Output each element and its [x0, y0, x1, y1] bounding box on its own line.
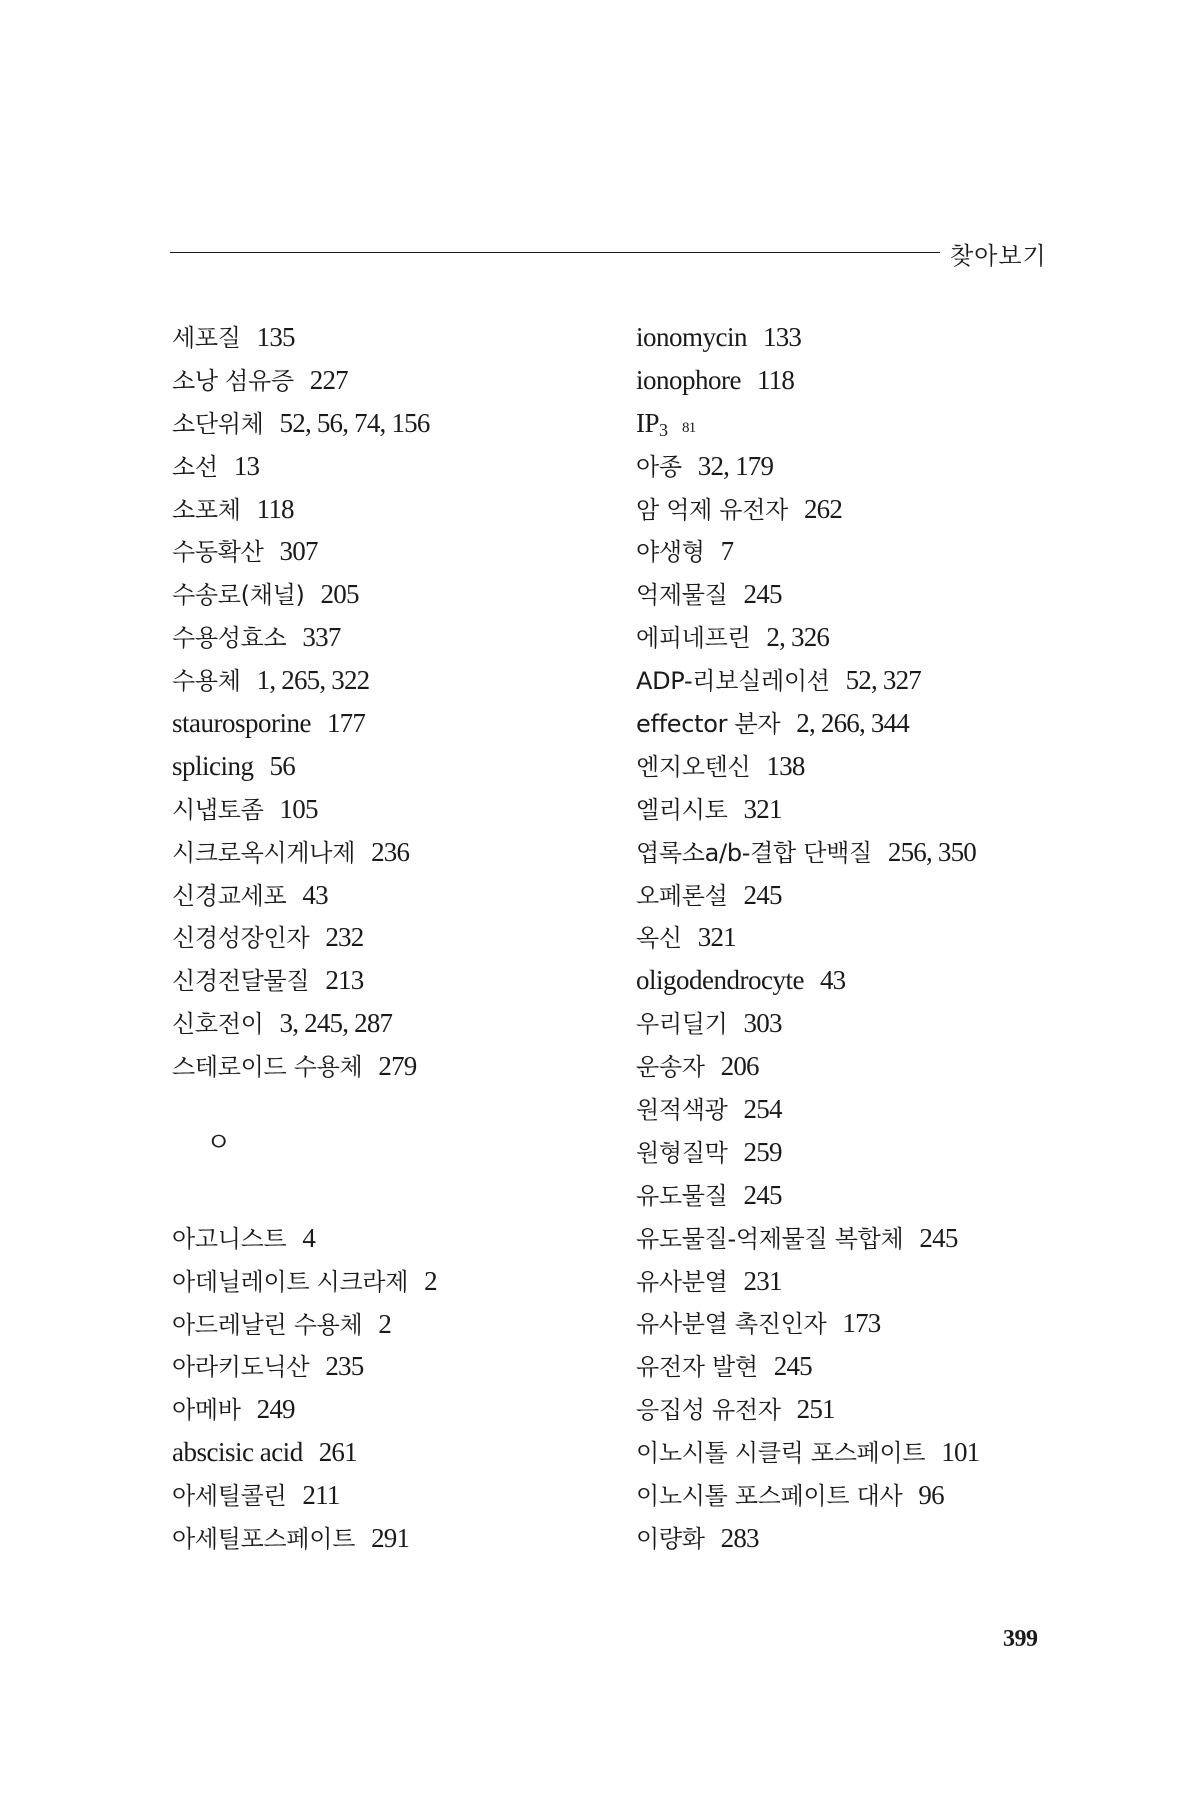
index-page-refs: 177: [326, 708, 366, 739]
index-term: 이노시톨 시클릭 포스페이트: [636, 1439, 926, 1468]
index-entry: [636, 573, 1056, 616]
index-page-refs: 206: [720, 1051, 759, 1082]
index-term: 소낭 섬유증: [172, 366, 294, 395]
index-term: 소포체: [172, 495, 241, 524]
index-page-refs: 52, 56, 74, 156: [279, 407, 430, 438]
index-page-refs: 105: [279, 793, 318, 824]
index-group-right: [636, 316, 1056, 1560]
index-column-right: [636, 316, 1056, 1560]
index-page-refs: 118: [256, 493, 294, 524]
index-term: 수용체: [172, 667, 241, 696]
index-entry: [172, 1260, 612, 1303]
index-page-refs: 173: [842, 1308, 881, 1339]
index-entry: [636, 1088, 1056, 1131]
index-term: oligodendrocyte: [636, 965, 804, 996]
index-entry: [636, 1302, 1056, 1345]
index-term: 유도물질-억제물질 복합체: [636, 1224, 904, 1253]
index-term: 신경성장인자: [172, 924, 310, 953]
index-page-refs: 56: [269, 750, 295, 781]
index-entry: [636, 616, 1056, 659]
index-entry: [636, 959, 1056, 1002]
index-entry: [636, 1260, 1056, 1303]
index-page-refs: 291: [371, 1522, 410, 1553]
index-page-refs: 261: [318, 1437, 357, 1468]
index-page-refs: 43: [302, 879, 328, 910]
index-term: 신경전달물질: [172, 967, 310, 996]
index-term: 유사분열: [636, 1267, 728, 1296]
index-term: 신호전이: [172, 1010, 264, 1039]
section-letter: ㅇ: [206, 1128, 232, 1159]
index-page-refs: 7: [720, 536, 734, 567]
index-entry: [172, 573, 612, 616]
index-section-divider: [172, 1088, 612, 1217]
index-entry: [172, 916, 612, 959]
index-page-refs: 4: [302, 1222, 316, 1253]
index-entry: [636, 788, 1056, 831]
index-entry: [636, 1002, 1056, 1045]
index-term: 시크로옥시게나제: [172, 838, 356, 867]
index-page-refs: 321: [743, 793, 782, 824]
index-entry: [636, 1217, 1056, 1260]
index-entry: [172, 831, 612, 874]
index-page-refs: 52, 327: [845, 665, 922, 696]
index-term: 원적색광: [636, 1096, 728, 1125]
index-term: 소선: [172, 452, 218, 481]
index-entry: [636, 874, 1056, 917]
index-page-refs: 245: [773, 1351, 812, 1382]
index-page-refs: 3, 245, 287: [279, 1008, 393, 1039]
index-term: 소단위체: [172, 409, 264, 438]
index-page-refs: 118: [756, 364, 795, 395]
index-term: effector 분자: [636, 710, 781, 739]
index-column-left: [172, 316, 612, 1560]
index-page-refs: 303: [743, 1008, 782, 1039]
index-page-refs: 245: [743, 1179, 782, 1210]
index-page-refs: 135: [256, 322, 295, 352]
index-page-refs: 213: [325, 965, 364, 996]
index-entry: [172, 1217, 612, 1260]
index-page-refs: 254: [743, 1094, 782, 1125]
index-page-refs: 32, 179: [697, 450, 774, 481]
index-term: abscisic acid: [172, 1437, 303, 1468]
index-term: 야생형: [636, 538, 705, 567]
index-term: 옥신: [636, 924, 682, 953]
index-entry: [636, 831, 1056, 874]
index-term: 아세틸콜린: [172, 1482, 287, 1511]
index-term: 응집성 유전자: [636, 1396, 781, 1425]
index-entry: [636, 1131, 1056, 1174]
index-term: 엽록소a/b-결합 단백질: [636, 838, 872, 867]
index-entry: [172, 445, 612, 488]
index-term: 수용성효소: [172, 624, 287, 653]
index-page-refs: 1, 265, 322: [256, 665, 370, 696]
index-term: 엔지오텐신: [636, 752, 751, 781]
index-page-refs: 245: [743, 579, 782, 610]
index-page-refs: 235: [325, 1351, 364, 1382]
index-entry: [172, 1517, 612, 1560]
index-entry: [172, 402, 612, 445]
index-term: 유전자 발현: [636, 1353, 758, 1382]
index-entry: [172, 1474, 612, 1517]
index-page-refs: 251: [796, 1394, 835, 1425]
index-page-refs: 262: [803, 493, 843, 524]
index-group-left-bottom: [172, 1217, 612, 1560]
index-entry: [636, 530, 1056, 573]
index-term: 아고니스트: [172, 1224, 287, 1253]
index-entry: [636, 1388, 1056, 1431]
index-term: 운송자: [636, 1053, 705, 1082]
index-term: 아종: [636, 452, 682, 481]
index-entry: [172, 316, 612, 359]
index-term: 유사분열 촉진인자: [636, 1310, 827, 1339]
index-entry: [636, 916, 1056, 959]
index-page-refs: 2, 266, 344: [796, 708, 909, 739]
index-term: 원형질막: [636, 1138, 728, 1167]
index-entry: [636, 1045, 1056, 1088]
index-entry: [636, 659, 1056, 702]
index-entry: [172, 788, 612, 831]
index-entry: [636, 316, 1056, 359]
index-entry: [636, 1345, 1056, 1388]
index-entry: [636, 445, 1056, 488]
index-entry: [172, 616, 612, 659]
index-term: 수동확산: [172, 538, 264, 567]
index-term: 아드레날린 수용체: [172, 1310, 363, 1339]
index-term: 이노시톨 포스페이트 대사: [636, 1482, 903, 1511]
running-header-title: 찾아보기: [950, 242, 1047, 270]
index-page-refs: 101: [941, 1437, 980, 1468]
index-entry: [636, 1174, 1056, 1217]
index-term: 아라키도닉산: [172, 1353, 310, 1382]
index-term: 암 억제 유전자: [636, 495, 788, 524]
index-entry: [172, 1045, 612, 1088]
index-page-refs: 2: [424, 1265, 437, 1296]
index-entry: [636, 745, 1056, 788]
index-entry: [636, 359, 1056, 402]
index-page-refs: 231: [743, 1265, 782, 1296]
index-group-left-top: [172, 316, 612, 1088]
index-entry: [172, 1303, 612, 1346]
index-entry: [636, 488, 1056, 531]
index-page-refs: 81: [682, 419, 696, 436]
index-page-refs: 256, 350: [887, 836, 976, 867]
index-term: 스테로이드 수용체: [172, 1053, 363, 1082]
index-entry: [636, 1431, 1056, 1474]
index-page-refs: 236: [371, 836, 410, 867]
header-rule: [170, 252, 940, 253]
index-page-refs: 259: [743, 1136, 782, 1167]
index-term: 신경교세포: [172, 881, 287, 910]
index-term: IP: [636, 407, 660, 438]
index-entry: [172, 488, 612, 531]
index-entry: [172, 1388, 612, 1431]
index-entry: [172, 702, 612, 745]
index-term: 오페론설: [636, 881, 728, 910]
index-page-refs: 133: [763, 322, 802, 352]
index-term: 우리딜기: [636, 1010, 728, 1039]
index-page-refs: 205: [320, 579, 359, 610]
index-term: 엘리시토: [636, 795, 728, 824]
index-page-refs: 245: [919, 1222, 958, 1253]
index-term: 수송로(채널): [172, 581, 305, 610]
index-entry: [636, 1474, 1056, 1517]
index-term: 아메바: [172, 1396, 241, 1425]
index-page-refs: 96: [918, 1480, 944, 1511]
index-page-refs: 43: [819, 965, 846, 996]
index-term-subscript: 3: [659, 419, 669, 440]
index-term: ADP-리보실레이션: [636, 667, 830, 696]
index-page-refs: 211: [302, 1480, 340, 1511]
index-page-refs: 2: [378, 1308, 392, 1339]
index-page-refs: 232: [325, 922, 364, 953]
index-entry: [172, 1431, 612, 1474]
index-page-refs: 2, 326: [766, 622, 830, 653]
index-term: 아데닐레이트 시크라제: [172, 1267, 409, 1296]
index-page-refs: 245: [743, 879, 782, 910]
index-page-refs: 337: [302, 622, 341, 653]
index-entry: [172, 874, 612, 917]
index-page-refs: 249: [256, 1394, 295, 1425]
index-entry: [636, 702, 1056, 745]
index-entry: [172, 659, 612, 702]
index-page-refs: 138: [766, 750, 805, 781]
page-number: 399: [1003, 1626, 1038, 1652]
index-page-refs: 13: [233, 450, 260, 481]
index-entry: [172, 959, 612, 1002]
index-term: splicing: [172, 750, 254, 781]
index-term: staurosporine: [172, 708, 311, 739]
index-term: 이량화: [636, 1524, 705, 1553]
index-term: ionophore: [636, 364, 741, 395]
index-term: 억제물질: [636, 581, 728, 610]
index-page-refs: 321: [697, 922, 736, 953]
index-entry: [172, 1002, 612, 1045]
index-entry: [172, 530, 612, 573]
index-page-refs: 307: [279, 536, 318, 567]
index-page-refs: 283: [720, 1522, 759, 1553]
index-page-refs: 227: [309, 364, 348, 395]
index-page-refs: 279: [378, 1051, 417, 1082]
index-entry: [636, 1517, 1056, 1560]
index-term: 세포질: [172, 324, 241, 352]
index-entry: [172, 1345, 612, 1388]
index-entry: [172, 745, 612, 788]
index-term: ionomycin: [636, 322, 747, 352]
index-term: 아세틸포스페이트: [172, 1524, 356, 1553]
index-entry: [172, 359, 612, 402]
index-term: 유도물질: [636, 1181, 728, 1210]
index-entry: [636, 402, 1056, 445]
index-term: 시냅토좀: [172, 795, 264, 824]
index-term: 에피네프린: [636, 624, 751, 653]
